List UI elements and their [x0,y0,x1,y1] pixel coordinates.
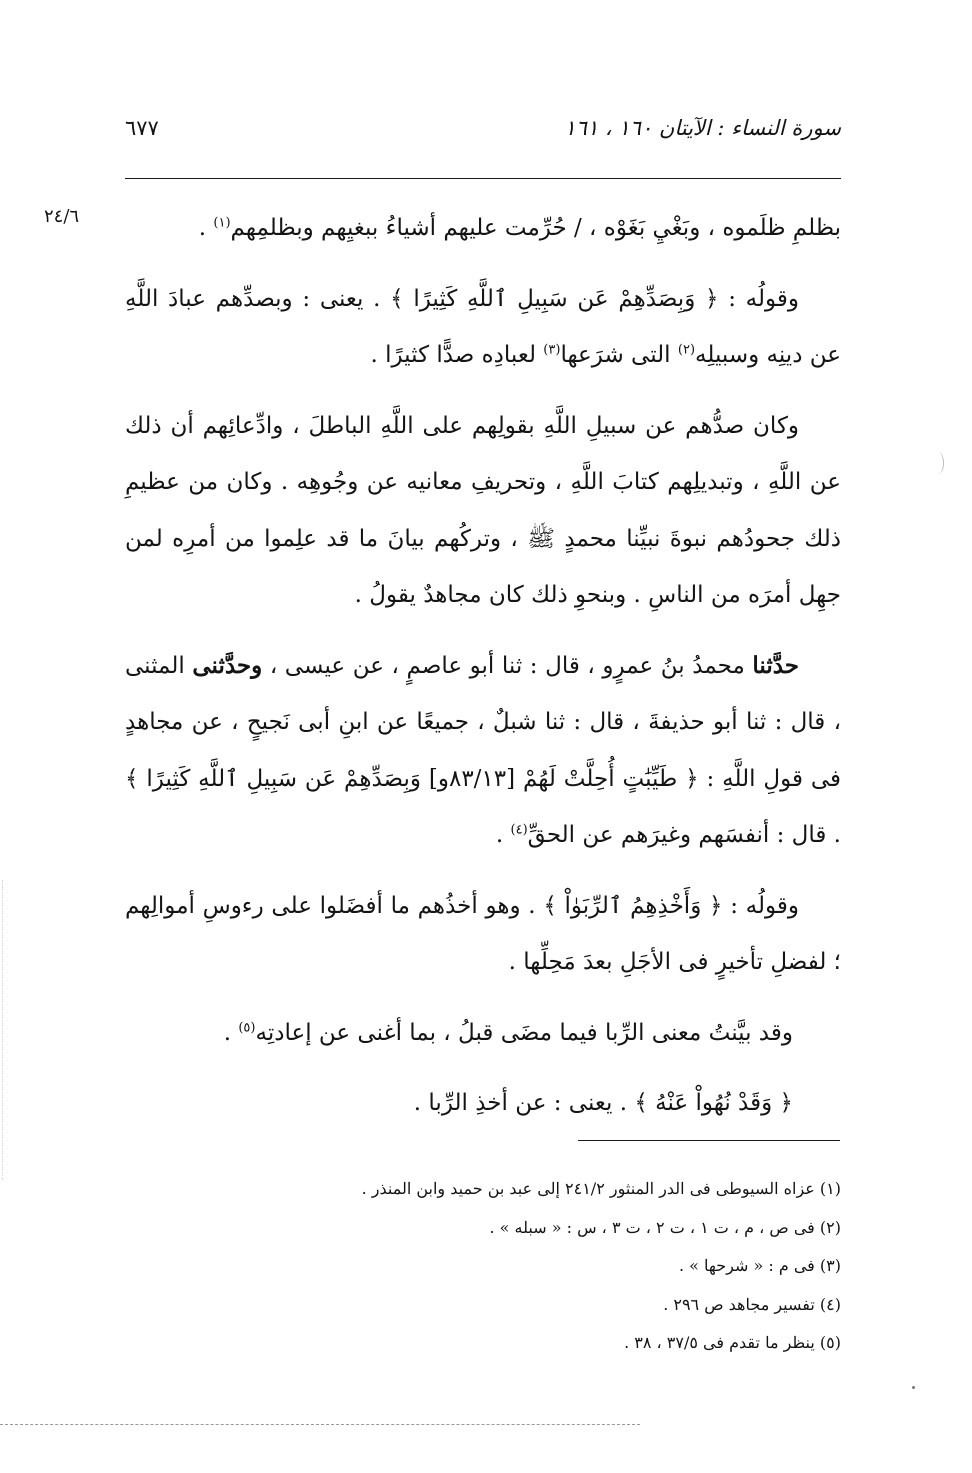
footnote-3: (٣) فى م : « شرحها » . [678,1256,841,1275]
text-run: بظلمِ ظلَموه ، وبَغْيِ بَغَوْه ، / حُرِّمت عليهم أشياءُ ببغيِهم وبظلمِهم [230,215,841,241]
footnotes [125,1170,841,1363]
scan-bottom-line [0,1424,640,1425]
scan-speck [912,1386,915,1389]
footnote-marker: (١) [213,215,231,231]
paragraph-4 [125,638,841,864]
footnote-separator [578,1140,840,1141]
footnote-marker: (٣) [543,342,561,358]
running-header [125,108,841,154]
text-run: وقد بيَّنتُ معنى الرِّبا فيما مضَى قبلُ ، بما أغنى عن إعادتِه [255,1019,793,1046]
footnote-1: (١) عزاه السيوطى فى الدر المنثور ٢٤١/٢ إلى عبد بن حميد وابن المنذر . [361,1179,841,1198]
text-run: ﴿ وَقَدْ نُهُواْ عَنْهُ ﴾ . يعنى : عن أخذِ الرِّبا . [413,1090,793,1116]
text-run: وقولُه : ﴿ وَبِصَدِّهِمْ عَن سَبِيلِ ٱللَّهِ كَثِيرًا ﴾ . يعنى : وبصدِّهم عبادَ اللَّهِ عن دينِه وسبيلِه [125,285,841,368]
footnote-4: (٤) تفسير مجاهد ص ٢٩٦ . [663,1294,841,1314]
text-run: المثنى ، قال : ثنا أبو حذيفةَ ، قال : ثنا شبلٌ ، جميعًا عن ابنِ أبى نَجيحٍ ، عن مجاهدٍ فى قولِ اللَّهِ : ﴿ طَيِّبَٰتٍ أُحِلَّتْ لَهُمْ [٨٣/١٣و] وَبِصَدِّهِمْ عَن سَبِيلِ ٱللَّهِ كَثِيرًا ﴾ . قال : أنفسَهم وغيرَهم عن الحقِّ [125,652,841,848]
page-edge-mark [933,452,944,474]
paragraph-6 [125,1005,841,1062]
footnote-marker: (٥) [238,1019,256,1035]
header-rule [125,178,841,179]
text-run: لعبادِه صدًّا كثيرًا . [370,342,544,368]
footnote-marker: (٢) [677,342,696,358]
paragraph-5 [125,878,841,991]
text-run: . [223,1019,239,1046]
text-run: وكان صدُّهم عن سبيلِ اللَّهِ بقولِهم على اللَّهِ الباطلَ ، وادِّعائِهم أن ذلك عن اللَّهِ ، وتبديلِهم كتابَ اللَّهِ ، وتحريفِ معانيه عن وجُوهِه . وكان من عظيمِ ذلك جحودُهم نبوةَ نبيِّنا محمدٍ ﷺ ، وتركُهم بيانَ ما قد علِموا من أمرِه لمن جهِل أمرَه من الناسِ . وبنحوِ ذلك كان مجاهدٌ يقولُ . [125,412,841,608]
text-run: . [495,822,511,848]
main-text [125,200,841,1132]
isnad-keyword: وحدَّثنى [192,651,263,679]
page-number: ٦٧٧ [125,116,159,140]
footnote-5: (٥) ينظر ما تقدم فى ٣٧/٥ ، ٣٨ . [624,1333,841,1352]
text-run: وقولُه : ﴿ وَأَخْذِهِمُ ٱلرِّبَوٰاْ ﴾ . وهو أخذُهم ما أفضَلوا على رءوسِ أموالِهم ؛ لفضلِ تأخيرٍ فى الأجَلِ بعدَ مَحِلِّها . [125,892,841,975]
footnote-2: (٢) فى ص ، م ، ت ١ ، ت ٢ ، ت ٣ ، س : « سبله » . [489,1217,841,1237]
paragraph-7 [125,1075,841,1132]
scan-edge-line [2,880,3,1180]
text-run: محمدُ بنُ عمرٍو ، قال : ثنا أبو عاصمٍ ، عن عيسى ، [262,652,753,679]
paragraph-3 [125,398,841,624]
text-run: التى شرَعها [560,342,678,368]
surah-title: سورة النساء : الآيتان ١٦٠ ، ١٦١ [564,116,841,140]
margin-reference: ٢٤/٦ [44,206,80,227]
paragraph-2 [125,271,841,384]
text-run: . [198,215,214,241]
isnad-keyword: حدَّثنا [752,651,800,679]
paragraph-1 [125,200,841,257]
footnote-marker: (٤) [510,822,528,838]
